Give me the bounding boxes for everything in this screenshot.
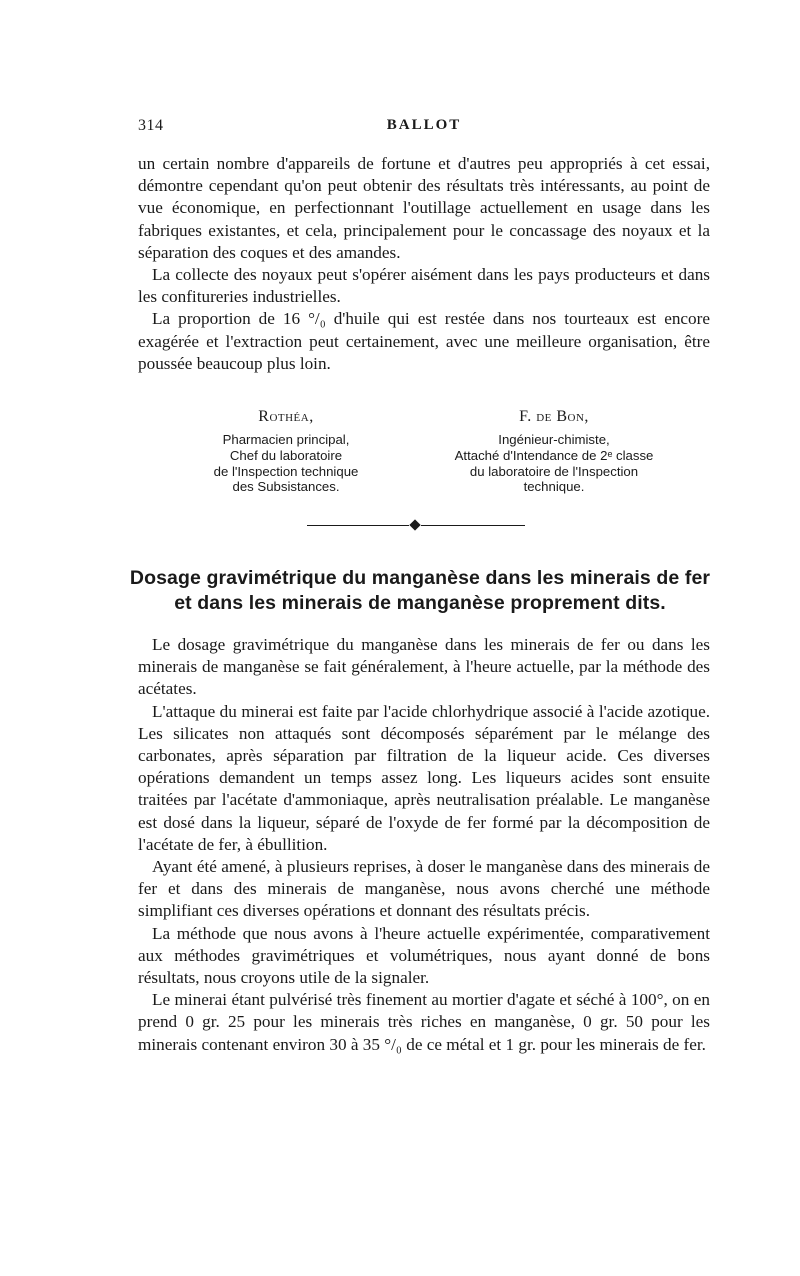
section-separator: [307, 518, 525, 532]
signature-left: [176, 408, 396, 495]
section-title: [120, 566, 720, 616]
signature-right: [424, 408, 684, 495]
bottom-text-block: [138, 634, 710, 1056]
paragraph: La méthode que nous avons à l'heure actuelle expérimentée, comparativement aux méthodes gravimétriques et volumétriques, nous ayant donné de bons résultats, nous croyons utile de la signaler.: [138, 923, 710, 988]
paragraph: Le dosage gravimétrique du manganèse dans les minerais de fer ou dans les minerais de manganèse se fait généralement, à l'heure actuelle, par la méthode des acétates.: [138, 635, 710, 699]
signature-title-line: de l'Inspection technique: [213, 463, 359, 479]
paragraph: L'attaque du minerai est faite par l'acide chlorhydrique associé à l'acide azotique. Les silicates non attaqués sont décomposés séparément par le mélange des carbonates, après séparation par filtration de la liqueur acide. Ces diverses opérations demandent un temps assez long. Les liqueurs acides sont ensuite traitées par l'acétate d'ammoniaque, après neutralisation préalable. Le manganèse est dosé dans la liqueur, séparé de l'oxyde de fer formé par la décomposition de l'acétate de fer, à ébullition.: [138, 701, 710, 854]
signature-name: F. de Bon,: [519, 408, 589, 425]
signature-name: Rothéa,: [258, 408, 314, 425]
section-title-line: Dosage gravimétrique du manganèse dans les minerais de fer: [129, 567, 711, 589]
diamond-ornament-icon: [409, 519, 420, 530]
paragraph: Ayant été amené, à plusieurs reprises, à doser le manganèse dans des minerais de fer et dans des minerais de manganèse, nous avons cherché une méthode simplifiant ces diverses opérations et donnant des résultats précis.: [138, 857, 710, 921]
signature-title-line: des Subsistances.: [232, 479, 340, 495]
signature-title-line: Ingénieur-chimiste,: [498, 432, 610, 447]
signature-title-line: technique.: [523, 479, 585, 495]
signature-title-line: Attaché d'Intendance de 2ᵉ classe: [454, 447, 654, 463]
signatures: [138, 408, 710, 498]
paragraph: Le minerai étant pulvérisé très finement au mortier d'agate et séché à 100°, on en prend 0 gr. 25 pour les minerais très riches en manganèse, 0 gr. 50 pour les minerais contenant environ 30 à 35 °/₀ de ce métal et 1 gr. pour les minerais de fer.: [138, 990, 710, 1054]
signature-title-line: Chef du laboratoire: [229, 447, 343, 463]
page-number: 314: [138, 117, 164, 134]
paragraph: La collecte des noyaux peut s'opérer aisément dans les pays producteurs et dans les confitureries industrielles.: [138, 265, 710, 307]
separator-rule: [421, 525, 525, 526]
signature-title-line: du laboratoire de l'Inspection: [469, 463, 639, 479]
paragraph: un certain nombre d'appareils de fortune et d'autres peu appropriés à cet essai, démontre cependant qu'on peut obtenir des résultats très intéressants, au point de vue économique, en perfectionnant l'outillage actuellement en usage dans les fabriques existantes, et cela, principalement pour le concassage des noyaux et la séparation des coques et des amandes.: [138, 154, 710, 262]
signature-title-line: Pharmacien principal,: [222, 432, 350, 447]
separator-rule: [307, 525, 409, 526]
top-text-block: [138, 153, 710, 375]
section-title-line: et dans les minerais de manganèse proprement dits.: [174, 592, 666, 614]
page-header: [138, 117, 710, 139]
paragraph: La proportion de 16 °/₀ d'huile qui est restée dans nos tourteaux est encore exagérée et l'extraction peut certainement, avec une meilleure organisation, être poussée beaucoup plus loin.: [138, 309, 710, 373]
running-head: BALLOT: [386, 117, 462, 133]
